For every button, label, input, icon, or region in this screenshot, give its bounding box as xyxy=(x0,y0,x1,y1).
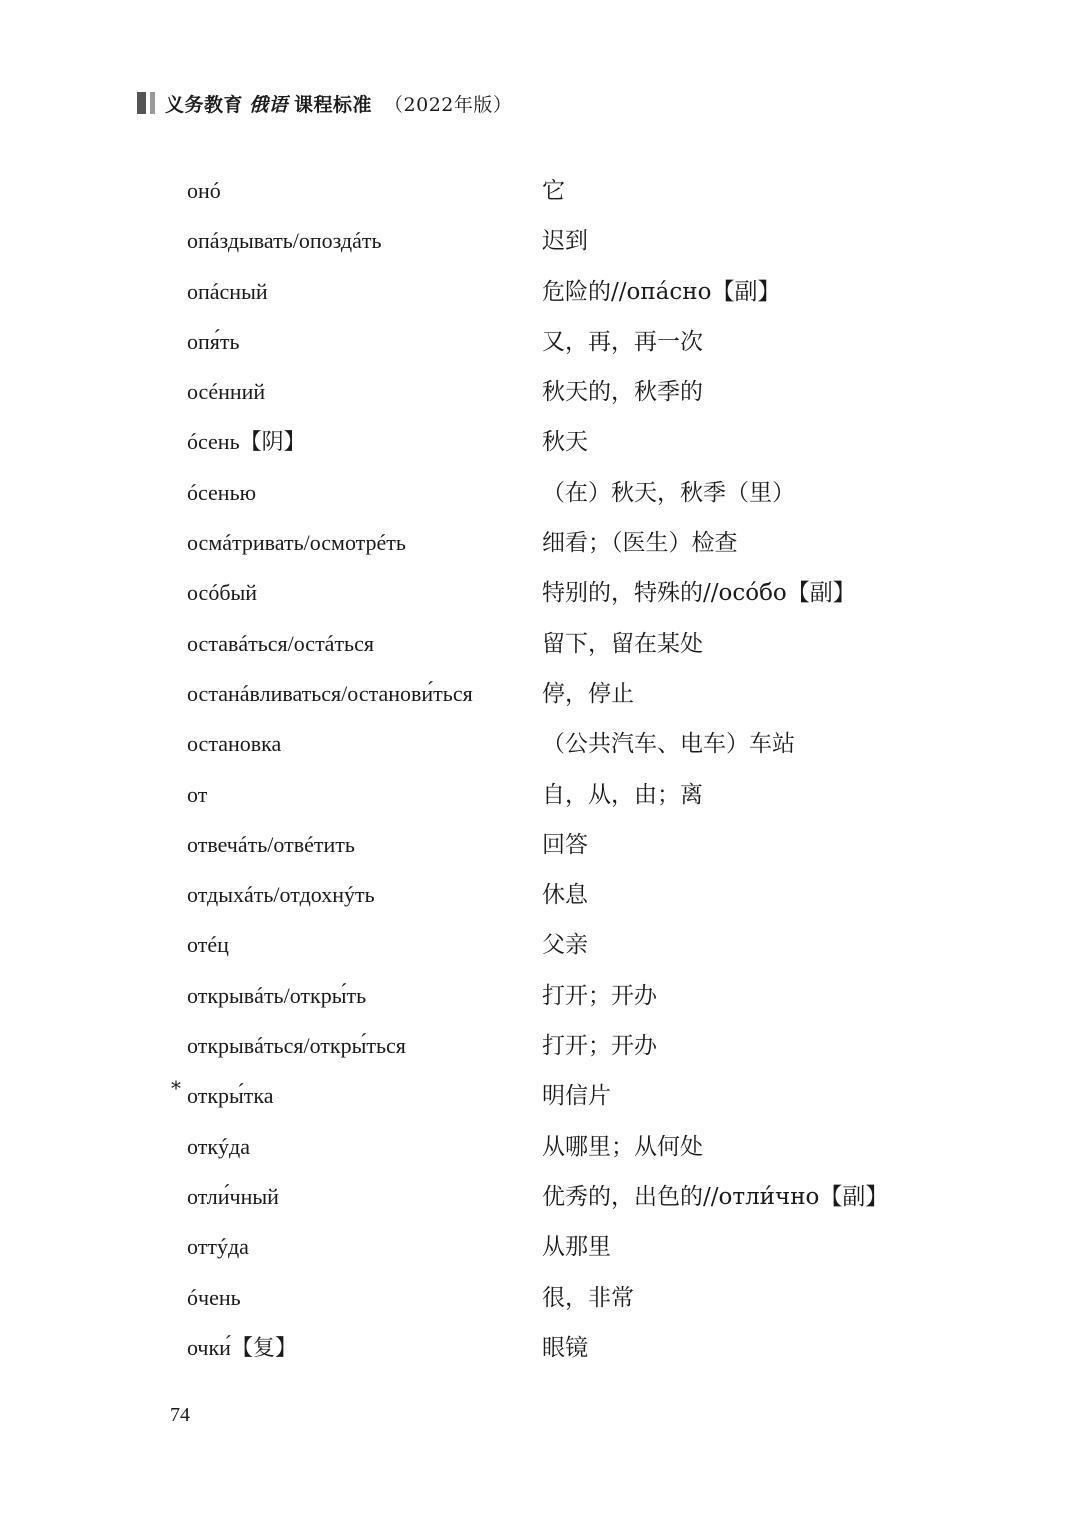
entry-meaning: 危险的//опáсно【副】 xyxy=(542,278,781,305)
entry-meaning: 打开；开办 xyxy=(542,1033,657,1060)
entry-meaning: 休息 xyxy=(542,882,588,909)
entry-word: отéц xyxy=(187,932,229,958)
entry-word: óсенью xyxy=(187,479,257,505)
entry-meaning: 细看；（医生）检查 xyxy=(542,530,738,557)
vocabulary-entry xyxy=(0,518,1087,568)
entry-word: опáсный xyxy=(187,278,268,304)
entry-meaning: 打开；开办 xyxy=(542,982,657,1009)
entry-meaning: 迟到 xyxy=(542,228,588,255)
vocabulary-entry xyxy=(0,317,1087,367)
vocabulary-entry xyxy=(0,770,1087,820)
vocabulary-entry xyxy=(0,920,1087,970)
entry-word: останáвливаться/останови́ться xyxy=(187,680,473,706)
entry-word: откýда xyxy=(187,1133,250,1159)
page-number: 74 xyxy=(170,1404,190,1426)
running-header xyxy=(137,88,512,118)
header-bar-dark xyxy=(137,92,146,114)
vocabulary-entry xyxy=(0,669,1087,719)
entry-marker: * xyxy=(171,1076,181,1101)
vocabulary-entry xyxy=(0,1323,1087,1373)
header-title-lang: 俄语 xyxy=(249,93,289,116)
entry-word: осóбый xyxy=(187,580,258,606)
entry-meaning: 自，从，由；离 xyxy=(542,781,703,808)
vocabulary-list xyxy=(0,166,1087,1373)
entry-meaning: （公共汽车、电车）车站 xyxy=(542,731,795,758)
entry-word: откры́тка xyxy=(187,1083,274,1109)
vocabulary-entry xyxy=(0,619,1087,669)
entry-word: отли́чный xyxy=(187,1183,279,1209)
entry-meaning: 秋天 xyxy=(542,429,588,456)
entry-meaning: 它 xyxy=(542,178,565,204)
entry-meaning: （在）秋天，秋季（里） xyxy=(542,479,795,506)
entry-word: от xyxy=(187,781,208,807)
entry-meaning: 留下，留在某处 xyxy=(542,630,703,657)
header-title-edition: （2022年版） xyxy=(384,93,513,116)
header-title-part2: 课程标准 xyxy=(294,93,373,116)
vocabulary-entry xyxy=(0,216,1087,266)
vocabulary-entry xyxy=(0,820,1087,870)
entry-word: осмáтривать/осмотрéть xyxy=(187,530,406,556)
vocabulary-entry xyxy=(0,1172,1087,1222)
entry-word: открывáть/откры́ть xyxy=(187,982,367,1008)
entry-meaning: 眼镜 xyxy=(542,1334,588,1361)
entry-meaning: 很，非常 xyxy=(542,1284,634,1311)
vocabulary-entry xyxy=(0,568,1087,618)
entry-word: отдыхáть/отдохнýть xyxy=(187,882,375,908)
entry-word: осéнний xyxy=(187,379,266,405)
entry-word: оставáться/остáться xyxy=(187,630,374,656)
entry-meaning: 优秀的，出色的//отли́чно【副】 xyxy=(542,1183,889,1210)
header-bar-mark xyxy=(137,92,155,114)
entry-meaning: 从那里 xyxy=(542,1234,611,1261)
vocabulary-entry xyxy=(0,971,1087,1021)
vocabulary-entry xyxy=(0,1122,1087,1172)
vocabulary-entry xyxy=(0,417,1087,467)
entry-meaning: 从哪里；从何处 xyxy=(542,1133,703,1160)
entry-word: оттýда xyxy=(187,1234,249,1260)
entry-word: открывáться/откры́ться xyxy=(187,1033,406,1059)
vocabulary-entry xyxy=(0,166,1087,216)
vocabulary-entry xyxy=(0,1071,1087,1121)
entry-word: óчень xyxy=(187,1284,241,1310)
entry-word: опáздывать/опоздáть xyxy=(187,228,382,254)
vocabulary-entry xyxy=(0,1273,1087,1323)
entry-meaning: 秋天的，秋季的 xyxy=(542,379,703,406)
entry-word: опя́ть xyxy=(187,328,240,354)
header-title xyxy=(165,90,512,117)
entry-word: óсень【阴】 xyxy=(187,429,306,455)
header-title-part1: 义务教育 xyxy=(165,93,244,116)
vocabulary-entry xyxy=(0,267,1087,317)
entry-meaning: 特别的，特殊的//осóбо【副】 xyxy=(542,580,856,607)
entry-meaning: 又，再，再一次 xyxy=(542,328,703,355)
vocabulary-entry xyxy=(0,367,1087,417)
vocabulary-entry xyxy=(0,870,1087,920)
entry-word: онó xyxy=(187,178,221,203)
vocabulary-entry xyxy=(0,719,1087,769)
entry-word: отвечáть/отвéтить xyxy=(187,831,355,857)
header-bar-light xyxy=(150,92,155,114)
vocabulary-entry xyxy=(0,468,1087,518)
vocabulary-entry xyxy=(0,1021,1087,1071)
entry-meaning: 回答 xyxy=(542,831,588,858)
entry-word: очки́【复】 xyxy=(187,1334,297,1360)
entry-word: остановка xyxy=(187,731,282,757)
entry-meaning: 父亲 xyxy=(542,932,588,959)
entry-meaning: 明信片 xyxy=(542,1083,611,1110)
vocabulary-entry xyxy=(0,1222,1087,1272)
entry-meaning: 停，停止 xyxy=(542,680,634,707)
